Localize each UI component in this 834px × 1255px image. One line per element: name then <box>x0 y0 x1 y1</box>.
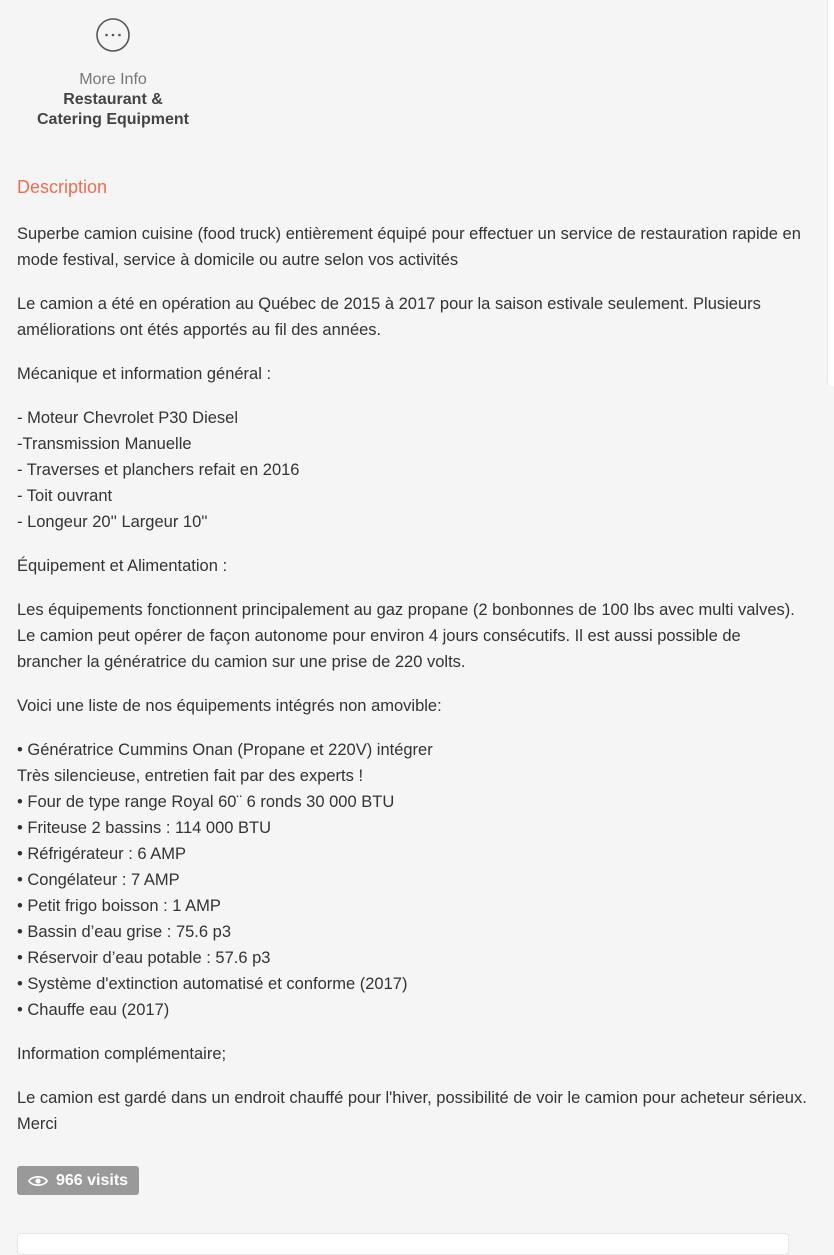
description-intro: Superbe camion cuisine (food truck) entièrement équipé pour effectuer un service de restauration rapide en mode festival, service à domicile ou autre selon vos activités <box>17 225 801 269</box>
mechanics-heading: Mécanique et information général : <box>17 365 272 383</box>
list-item: • Bassin d’eau grise : 75.6 p3 <box>17 923 231 941</box>
list-item: -Transmission Manuelle <box>17 435 192 453</box>
additional-info-heading: Information complémentaire; <box>17 1045 227 1063</box>
more-dots-icon <box>95 17 131 53</box>
category-value-line1: Restaurant & <box>63 91 163 108</box>
list-item: • Réservoir d’eau potable : 57.6 p3 <box>17 949 271 967</box>
list-item: • Génératrice Cummins Onan (Propane et 220V) intégrer <box>17 741 433 759</box>
description-title: Description <box>17 177 108 197</box>
equipment-heading: Équipement et Alimentation : <box>17 557 228 575</box>
list-item: • Four de type range Royal 60¨ 6 ronds 30 000 BTU <box>17 793 395 811</box>
list-item: - Traverses et planchers refait en 2016 <box>17 461 300 479</box>
list-item: - Longeur 20'' Largeur 10'' <box>17 513 208 531</box>
list-item: • Réfrigérateur : 6 AMP <box>17 845 187 863</box>
additional-info: Le camion est gardé dans un endroit chauffé pour l'hiver, possibilité de voir le camion pour acheteur sérieux. Merci <box>17 1089 807 1133</box>
list-item: • Petit frigo boisson : 1 AMP <box>17 897 221 915</box>
mechanics-list <box>17 405 807 535</box>
list-item: • Chauffe eau (2017) <box>17 1001 170 1019</box>
list-item: • Friteuse 2 bassins : 114 000 BTU <box>17 819 272 837</box>
next-section-card <box>17 1233 789 1255</box>
list-item: - Moteur Chevrolet P30 Diesel <box>17 409 239 427</box>
description-history: Le camion a été en opération au Québec de 2015 à 2017 pour la saison estivale seulement. Plusieurs améliorations ont étés apportés au fil des années. <box>17 295 761 339</box>
description-body <box>17 221 807 1155</box>
list-item: • Congélateur : 7 AMP <box>17 871 180 889</box>
equipment-power: Les équipements fonctionnent principalement au gaz propane (2 bonbonnes de 100 lbs avec multi valves). Le camion peut opérer de façon autonome pour environ 4 jours consécutifs. Il est aussi possible de brancher la génératrice du camion sur une prise de 220 volts. <box>17 601 795 671</box>
equipment-list <box>17 737 807 1023</box>
list-item: - Toit ouvrant <box>17 487 113 505</box>
visits-count: 966 visits <box>56 1171 129 1189</box>
eye-icon <box>28 1174 48 1188</box>
equipment-list-heading: Voici une liste de nos équipements intégrés non amovible: <box>17 697 442 715</box>
more-info-block <box>17 17 209 130</box>
category-value-line2: Catering Equipment <box>36 111 189 128</box>
visits-badge <box>17 1166 139 1195</box>
list-item: • Système d'extinction automatisé et conforme (2017) <box>17 975 408 993</box>
more-info-label: More Info <box>79 71 147 88</box>
list-item: Très silencieuse, entretien fait par des experts ! <box>17 767 364 785</box>
right-panel-edge <box>827 0 834 386</box>
